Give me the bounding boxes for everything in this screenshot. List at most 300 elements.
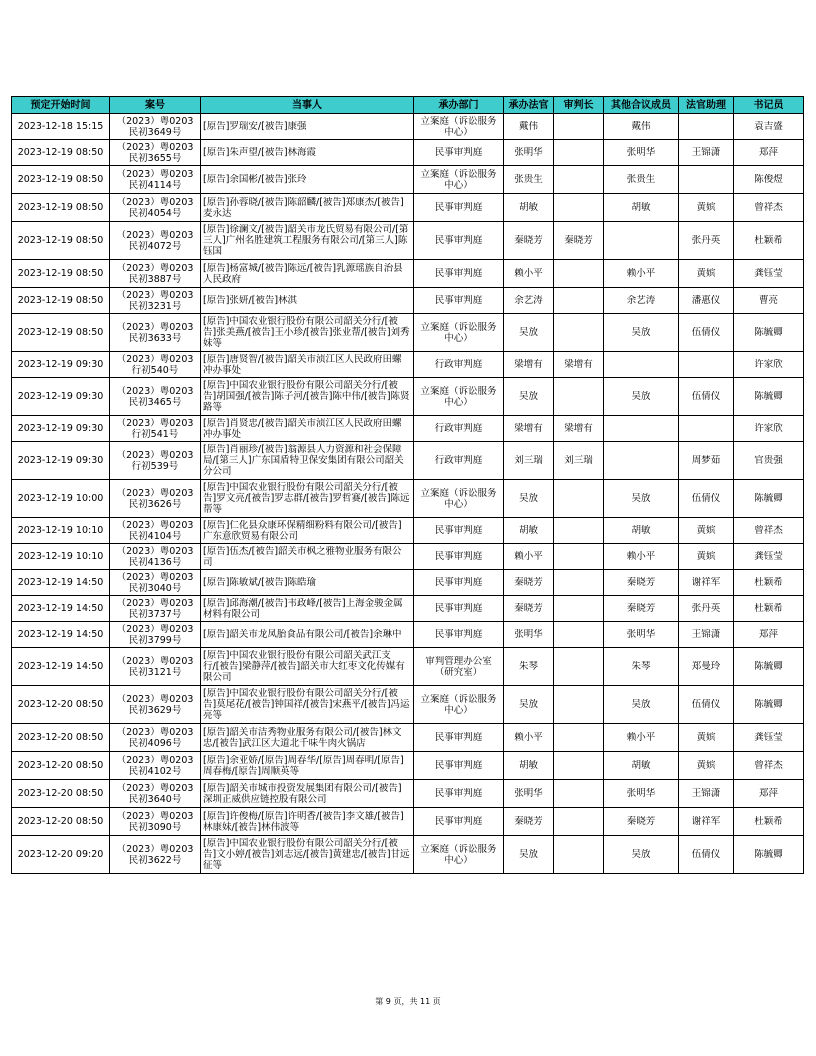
cell-parties <box>201 518 414 544</box>
cell-parties <box>201 724 414 752</box>
case-number-text: （2023）粤0203民初4096号 <box>116 726 194 749</box>
cell-other-panel-members <box>604 596 679 622</box>
cell-parties <box>201 752 414 780</box>
cell-clerk <box>734 288 804 314</box>
cell-department <box>414 166 504 194</box>
cell-presiding-judge-handler <box>504 140 554 166</box>
other-panel-members-text: 吴放 <box>631 699 651 710</box>
cell-presiding-judge-handler <box>504 442 554 480</box>
cell-clerk <box>734 416 804 442</box>
cell-judge-assistant <box>679 222 734 260</box>
parties-text: [原告]徐澜文/[被告]韶关市龙氏贸易有限公司/[第三人]广州名胜建筑工程服务有限公司/[第三人]陈钰国 <box>203 224 409 257</box>
header-parties: 当事人 <box>201 97 414 114</box>
cell-other-panel-members <box>604 518 679 544</box>
table-row <box>12 622 804 648</box>
cell-chief-judge <box>554 622 604 648</box>
cell-parties <box>201 114 414 140</box>
cell-scheduled-time <box>12 288 110 314</box>
cell-judge-assistant <box>679 570 734 596</box>
presiding-judge-handler-text: 胡敏 <box>518 525 538 536</box>
department-text: 民事审判庭 <box>434 732 483 743</box>
cell-case-number <box>110 442 201 480</box>
cell-department <box>414 378 504 416</box>
case-number-text: （2023）粤0203民初4102号 <box>116 754 194 777</box>
scheduled-time-text: 2023-12-19 08:50 <box>17 295 104 306</box>
cell-judge-assistant <box>679 260 734 288</box>
cell-parties <box>201 570 414 596</box>
cell-scheduled-time <box>12 648 110 686</box>
cell-other-panel-members <box>604 352 679 378</box>
cell-scheduled-time <box>12 596 110 622</box>
presiding-judge-handler-text: 赖小平 <box>514 732 543 743</box>
scheduled-time-text: 2023-12-19 10:10 <box>17 525 104 536</box>
table-row <box>12 752 804 780</box>
case-number-text: （2023）粤0203行初539号 <box>116 449 194 472</box>
presiding-judge-handler-text: 赖小平 <box>514 551 543 562</box>
cell-presiding-judge-handler <box>504 648 554 686</box>
cell-scheduled-time <box>12 808 110 836</box>
scheduled-time-text: 2023-12-19 08:50 <box>17 147 104 158</box>
table-row <box>12 416 804 442</box>
cell-department <box>414 686 504 724</box>
judge-assistant-text: 黄嫔 <box>696 732 716 743</box>
department-text: 民事审判庭 <box>434 788 483 799</box>
cell-presiding-judge-handler <box>504 836 554 874</box>
judge-assistant-text: 伍倩仪 <box>691 849 721 860</box>
cell-case-number <box>110 622 201 648</box>
cell-judge-assistant <box>679 288 734 314</box>
clerk-text: 陈毓卿 <box>754 391 783 402</box>
scheduled-time-text: 2023-12-20 08:50 <box>17 760 104 771</box>
cell-case-number <box>110 518 201 544</box>
department-text: 民事审判庭 <box>434 147 483 158</box>
cell-other-panel-members <box>604 378 679 416</box>
cell-chief-judge <box>554 352 604 378</box>
other-panel-members-text: 胡敏 <box>631 760 651 771</box>
cell-other-panel-members <box>604 260 679 288</box>
cell-case-number <box>110 314 201 352</box>
department-text: 立案庭（诉讼服务中心） <box>420 385 497 408</box>
scheduled-time-text: 2023-12-19 09:30 <box>17 455 104 466</box>
scheduled-time-text: 2023-12-19 08:50 <box>17 202 104 213</box>
cell-chief-judge <box>554 596 604 622</box>
judge-assistant-text: 王锦潇 <box>691 629 721 640</box>
cell-case-number <box>110 570 201 596</box>
table-row <box>12 114 804 140</box>
table-row <box>12 518 804 544</box>
other-panel-members-text: 赖小平 <box>626 268 656 279</box>
clerk-text: 杜颖希 <box>754 816 783 827</box>
presiding-judge-handler-text: 秦晓芳 <box>514 603 543 614</box>
cell-parties <box>201 622 414 648</box>
presiding-judge-handler-text: 秦晓芳 <box>514 577 543 588</box>
cell-case-number <box>110 648 201 686</box>
cell-scheduled-time <box>12 544 110 570</box>
cell-judge-assistant <box>679 518 734 544</box>
case-number-text: （2023）粤0203民初4072号 <box>116 229 194 252</box>
cell-presiding-judge-handler <box>504 570 554 596</box>
scheduled-time-text: 2023-12-19 14:50 <box>17 661 104 672</box>
judge-assistant-text: 伍倩仪 <box>691 699 721 710</box>
cell-case-number <box>110 752 201 780</box>
clerk-text: 杜颖希 <box>754 235 783 246</box>
parties-text: [原告]张妍/[被告]林淇 <box>203 295 298 306</box>
cell-clerk <box>734 378 804 416</box>
parties-text: [原告]陈敏斌/[被告]陈皓瑜 <box>203 577 317 588</box>
cell-clerk <box>734 836 804 874</box>
cell-case-number <box>110 378 201 416</box>
table-row <box>12 480 804 518</box>
scheduled-time-text: 2023-12-18 15:15 <box>17 121 104 132</box>
cell-parties <box>201 808 414 836</box>
table-row <box>12 222 804 260</box>
cell-clerk <box>734 194 804 222</box>
cell-case-number <box>110 352 201 378</box>
cell-presiding-judge-handler <box>504 480 554 518</box>
judge-assistant-text: 黄嫔 <box>696 551 716 562</box>
table-row <box>12 836 804 874</box>
cell-clerk <box>734 596 804 622</box>
scheduled-time-text: 2023-12-19 09:30 <box>17 423 104 434</box>
cell-case-number <box>110 808 201 836</box>
cell-chief-judge <box>554 114 604 140</box>
cell-other-panel-members <box>604 194 679 222</box>
cell-department <box>414 570 504 596</box>
judge-assistant-text: 黄嫔 <box>696 760 716 771</box>
cell-clerk <box>734 752 804 780</box>
cell-chief-judge <box>554 222 604 260</box>
clerk-text: 曹亮 <box>758 295 778 306</box>
clerk-text: 许家欣 <box>754 423 783 434</box>
parties-text: [原告]中国农业银行股份有限公司韶关分行/[被告]文小婷/[被告]刘志远/[被告]黄建忠/[被告]甘远征等 <box>203 838 410 871</box>
presiding-judge-handler-text: 吴放 <box>518 391 538 402</box>
table-row <box>12 780 804 808</box>
cell-presiding-judge-handler <box>504 288 554 314</box>
cell-case-number <box>110 222 201 260</box>
scheduled-time-text: 2023-12-19 08:50 <box>17 235 104 246</box>
cell-scheduled-time <box>12 724 110 752</box>
presiding-judge-handler-text: 胡敏 <box>518 202 538 213</box>
cell-chief-judge <box>554 518 604 544</box>
department-text: 民事审判庭 <box>434 235 483 246</box>
cell-presiding-judge-handler <box>504 194 554 222</box>
presiding-judge-handler-text: 梁增有 <box>514 359 543 370</box>
parties-text: [原告]肖贤忠/[被告]韶关市浈江区人民政府田螺冲办事处 <box>203 417 402 440</box>
cell-parties <box>201 378 414 416</box>
presiding-judge-handler-text: 朱琴 <box>518 661 538 672</box>
clerk-text: 陈毓卿 <box>754 661 783 672</box>
table-row <box>12 260 804 288</box>
cell-judge-assistant <box>679 352 734 378</box>
parties-text: [原告]韶关市洁秀物业服务有限公司/[被告]林文忠/[被告]武江区大道北千味牛肉火锅店 <box>203 726 402 749</box>
header-row <box>12 97 804 114</box>
judge-assistant-text: 王锦潇 <box>691 147 721 158</box>
scheduled-time-text: 2023-12-19 14:50 <box>17 577 104 588</box>
judge-assistant-text: 黄嫔 <box>696 268 716 279</box>
case-number-text: （2023）粤0203民初4136号 <box>116 545 194 568</box>
parties-text: [原告]韶关市龙凤胎食品有限公司/[被告]余琳中 <box>203 629 402 640</box>
other-panel-members-text: 胡敏 <box>631 202 651 213</box>
presiding-judge-handler-text: 秦晓芳 <box>514 816 543 827</box>
cell-judge-assistant <box>679 648 734 686</box>
presiding-judge-handler-text: 刘三瑞 <box>514 455 543 466</box>
cell-case-number <box>110 686 201 724</box>
clerk-text: 龚钰莹 <box>754 551 783 562</box>
cell-judge-assistant <box>679 724 734 752</box>
cell-department <box>414 836 504 874</box>
department-text: 立案庭（诉讼服务中心） <box>420 487 497 510</box>
cell-department <box>414 544 504 570</box>
clerk-text: 郑萍 <box>758 147 778 158</box>
department-text: 立案庭（诉讼服务中心） <box>420 321 497 344</box>
judge-assistant-text: 王锦潇 <box>691 788 721 799</box>
cell-other-panel-members <box>604 780 679 808</box>
presiding-judge-handler-text: 张贵生 <box>514 174 543 185</box>
cell-scheduled-time <box>12 194 110 222</box>
cell-chief-judge <box>554 544 604 570</box>
cell-presiding-judge-handler <box>504 544 554 570</box>
case-number-text: （2023）粤0203民初3640号 <box>116 782 194 805</box>
case-number-text: （2023）粤0203行初541号 <box>116 417 194 440</box>
parties-text: [原告]唐贤智/[被告]韶关市浈江区人民政府田螺冲办事处 <box>203 353 402 376</box>
clerk-text: 陈毓卿 <box>754 699 783 710</box>
department-text: 民事审判庭 <box>434 577 483 588</box>
cell-department <box>414 222 504 260</box>
table-row <box>12 378 804 416</box>
presiding-judge-handler-text: 胡敏 <box>518 760 538 771</box>
cell-judge-assistant <box>679 544 734 570</box>
table-row <box>12 442 804 480</box>
cell-scheduled-time <box>12 314 110 352</box>
cell-presiding-judge-handler <box>504 114 554 140</box>
cell-presiding-judge-handler <box>504 686 554 724</box>
cell-parties <box>201 194 414 222</box>
cell-judge-assistant <box>679 114 734 140</box>
cell-parties <box>201 288 414 314</box>
hearing-schedule-table <box>11 96 804 874</box>
cell-scheduled-time <box>12 140 110 166</box>
cell-other-panel-members <box>604 836 679 874</box>
cell-chief-judge <box>554 260 604 288</box>
presiding-judge-handler-text: 张明华 <box>514 147 543 158</box>
parties-text: [原告]许俊梅/[原告]许明香/[被告]李文雄/[被告]林康妹/[被告]林伟波等 <box>203 810 404 833</box>
cell-chief-judge <box>554 808 604 836</box>
cell-case-number <box>110 596 201 622</box>
other-panel-members-text: 吴放 <box>631 493 651 504</box>
other-panel-members-text: 朱琴 <box>631 661 651 672</box>
department-text: 立案庭（诉讼服务中心） <box>420 843 497 866</box>
judge-assistant-text: 周梦茹 <box>691 455 721 466</box>
cell-clerk <box>734 724 804 752</box>
parties-text: [原告]余国彬/[被告]张玲 <box>203 174 307 185</box>
cell-presiding-judge-handler <box>504 596 554 622</box>
cell-chief-judge <box>554 194 604 222</box>
table-row <box>12 808 804 836</box>
table-row <box>12 314 804 352</box>
scheduled-time-text: 2023-12-20 08:50 <box>17 732 104 743</box>
parties-text: [原告]韶关市城市投资发展集团有限公司/[被告]深圳正威供应链控股有限公司 <box>203 782 402 805</box>
cell-clerk <box>734 442 804 480</box>
table-row <box>12 648 804 686</box>
chief-judge-text: 秦晓芳 <box>564 235 593 246</box>
scheduled-time-text: 2023-12-19 14:50 <box>17 603 104 614</box>
scheduled-time-text: 2023-12-19 14:50 <box>17 629 104 640</box>
cell-other-panel-members <box>604 648 679 686</box>
clerk-text: 龚钰莹 <box>754 732 783 743</box>
cell-parties <box>201 648 414 686</box>
judge-assistant-text: 黄嫔 <box>696 202 716 213</box>
cell-scheduled-time <box>12 780 110 808</box>
cell-parties <box>201 480 414 518</box>
cell-other-panel-members <box>604 314 679 352</box>
case-number-text: （2023）粤0203民初3231号 <box>116 289 194 312</box>
header-chief-judge: 审判长 <box>554 97 604 114</box>
cell-other-panel-members <box>604 686 679 724</box>
parties-text: [原告]余亚娇/[原告]周春华/[原告]周春明/[原告]周春梅/[原告]周顺英等 <box>203 754 404 777</box>
parties-text: [原告]罗瑞安/[被告]康强 <box>203 121 307 132</box>
header-judge-assistant: 法官助理 <box>679 97 734 114</box>
case-number-text: （2023）粤0203民初4104号 <box>116 519 194 542</box>
cell-case-number <box>110 480 201 518</box>
judge-assistant-text: 张丹英 <box>691 235 721 246</box>
other-panel-members-text: 秦晓芳 <box>626 603 656 614</box>
clerk-text: 陈毓卿 <box>754 493 783 504</box>
table-row <box>12 140 804 166</box>
table-row <box>12 352 804 378</box>
cell-presiding-judge-handler <box>504 518 554 544</box>
cell-chief-judge <box>554 480 604 518</box>
cell-parties <box>201 442 414 480</box>
other-panel-members-text: 吴放 <box>631 391 651 402</box>
cell-chief-judge <box>554 752 604 780</box>
scheduled-time-text: 2023-12-20 09:20 <box>17 849 104 860</box>
cell-clerk <box>734 352 804 378</box>
cell-judge-assistant <box>679 752 734 780</box>
presiding-judge-handler-text: 戴伟 <box>518 121 538 132</box>
case-number-text: （2023）粤0203民初3799号 <box>116 623 194 646</box>
cell-case-number <box>110 416 201 442</box>
case-number-text: （2023）粤0203民初4054号 <box>116 196 194 219</box>
cell-case-number <box>110 724 201 752</box>
cell-case-number <box>110 260 201 288</box>
cell-case-number <box>110 288 201 314</box>
presiding-judge-handler-text: 吴放 <box>518 849 538 860</box>
clerk-text: 杜颖希 <box>754 577 783 588</box>
department-text: 民事审判庭 <box>434 603 483 614</box>
judge-assistant-text: 谢祥军 <box>691 816 721 827</box>
cell-case-number <box>110 780 201 808</box>
case-number-text: （2023）粤0203民初3040号 <box>116 571 194 594</box>
cell-parties <box>201 836 414 874</box>
chief-judge-text: 梁增有 <box>564 423 593 434</box>
cell-other-panel-members <box>604 752 679 780</box>
chief-judge-text: 梁增有 <box>564 359 593 370</box>
cell-judge-assistant <box>679 416 734 442</box>
cell-case-number <box>110 194 201 222</box>
parties-text: [原告]朱声望/[被告]林海霞 <box>203 147 317 158</box>
cell-case-number <box>110 836 201 874</box>
header-department: 承办部门 <box>414 97 504 114</box>
parties-text: [原告]伍杰/[被告]韶关市枫之雅物业服务有限公司 <box>203 545 402 568</box>
table-row <box>12 570 804 596</box>
cell-case-number <box>110 544 201 570</box>
cell-judge-assistant <box>679 686 734 724</box>
cell-parties <box>201 780 414 808</box>
cell-presiding-judge-handler <box>504 166 554 194</box>
cell-presiding-judge-handler <box>504 416 554 442</box>
cell-clerk <box>734 140 804 166</box>
department-text: 民事审判庭 <box>434 760 483 771</box>
department-text: 行政审判庭 <box>434 359 483 370</box>
department-text: 民事审判庭 <box>434 816 483 827</box>
cell-chief-judge <box>554 416 604 442</box>
cell-other-panel-members <box>604 222 679 260</box>
cell-department <box>414 780 504 808</box>
cell-parties <box>201 416 414 442</box>
case-number-text: （2023）粤0203民初3887号 <box>116 262 194 285</box>
case-number-text: （2023）粤0203民初3465号 <box>116 385 194 408</box>
cell-chief-judge <box>554 288 604 314</box>
cell-scheduled-time <box>12 480 110 518</box>
parties-text: [原告]杨富城/[被告]陈远/[被告]乳源瑶族自治县人民政府 <box>203 262 403 285</box>
cell-scheduled-time <box>12 836 110 874</box>
header-presiding-judge-handler: 承办法官 <box>504 97 554 114</box>
judge-assistant-text: 黄嫔 <box>696 525 716 536</box>
cell-chief-judge <box>554 686 604 724</box>
cell-department <box>414 480 504 518</box>
clerk-text: 郑萍 <box>758 788 778 799</box>
other-panel-members-text: 赖小平 <box>626 551 656 562</box>
table-row <box>12 194 804 222</box>
cell-clerk <box>734 686 804 724</box>
cell-judge-assistant <box>679 194 734 222</box>
cell-department <box>414 518 504 544</box>
presiding-judge-handler-text: 赖小平 <box>514 268 543 279</box>
department-text: 行政审判庭 <box>434 423 483 434</box>
parties-text: [原告]中国农业银行股份有限公司韶关分行/[被告]胡国强/[被告]陈子河/[被告]陈中伟/[被告]陈贤路等 <box>203 380 410 413</box>
cell-clerk <box>734 480 804 518</box>
cell-judge-assistant <box>679 836 734 874</box>
department-text: 民事审判庭 <box>434 551 483 562</box>
case-number-text: （2023）粤0203民初3090号 <box>116 810 194 833</box>
judge-assistant-text: 伍倩仪 <box>691 327 721 338</box>
presiding-judge-handler-text: 张明华 <box>514 788 543 799</box>
other-panel-members-text: 赖小平 <box>626 732 656 743</box>
cell-department <box>414 442 504 480</box>
cell-other-panel-members <box>604 480 679 518</box>
scheduled-time-text: 2023-12-19 10:00 <box>17 493 104 504</box>
cell-judge-assistant <box>679 596 734 622</box>
parties-text: [原告]中国农业银行股份有限公司韶关分行/[被告]莫尾花/[被告]钟国祥/[被告]宋燕平/[被告]冯运亮等 <box>203 688 410 721</box>
cell-presiding-judge-handler <box>504 808 554 836</box>
scheduled-time-text: 2023-12-19 08:50 <box>17 174 104 185</box>
cell-other-panel-members <box>604 114 679 140</box>
cell-clerk <box>734 314 804 352</box>
cell-scheduled-time <box>12 378 110 416</box>
cell-scheduled-time <box>12 222 110 260</box>
cell-parties <box>201 222 414 260</box>
table-row <box>12 544 804 570</box>
other-panel-members-text: 张明华 <box>626 788 656 799</box>
judge-assistant-text: 伍倩仪 <box>691 493 721 504</box>
clerk-text: 官贵强 <box>754 455 783 466</box>
cell-other-panel-members <box>604 544 679 570</box>
clerk-text: 曾祥杰 <box>754 525 783 536</box>
cell-scheduled-time <box>12 166 110 194</box>
cell-scheduled-time <box>12 352 110 378</box>
cell-chief-judge <box>554 724 604 752</box>
parties-text: [原告]邱海潮/[被告]韦政峰/[被告]上海金骏金属材料有限公司 <box>203 597 403 620</box>
